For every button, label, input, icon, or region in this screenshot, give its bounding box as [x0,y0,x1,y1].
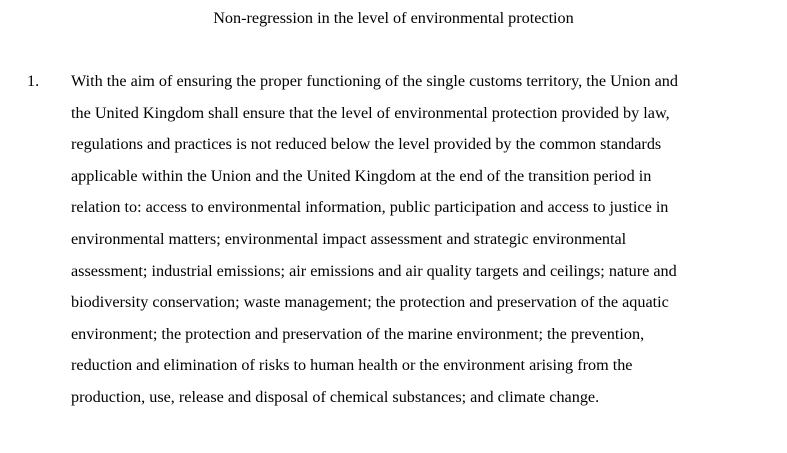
paragraph-line: biodiversity conservation; waste management; the protection and preservation of the aquatic [71,293,669,312]
paragraph-line: relation to: access to environmental information, public participation and access to justice in [71,198,669,217]
paragraph-line: production, use, release and disposal of chemical substances; and climate change. [71,387,600,406]
paragraph-line: applicable within the Union and the United Kingdom at the end of the transition period in [71,166,652,185]
paragraph-body [71,71,783,419]
section-heading: Non-regression in the level of environmental protection [213,9,574,27]
paragraph-line: regulations and practices is not reduced below the level provided by the common standards [71,135,662,154]
paragraph-line: assessment; industrial emissions; air emissions and air quality targets and ceilings; nature and [71,261,677,280]
paragraph-line: environmental matters; environmental impact assessment and strategic environmental [71,229,627,248]
paragraph-number: 1. [27,72,40,90]
paragraph-line: With the aim of ensuring the proper functioning of the single customs territory, the Union and [71,72,678,90]
paragraph-line: environment; the protection and preservation of the marine environment; the prevention, [71,324,645,343]
paragraph-line: reduction and elimination of risks to human health or the environment arising from the [71,356,633,375]
paragraph-line: the United Kingdom shall ensure that the level of environmental protection provided by law, [71,103,670,122]
